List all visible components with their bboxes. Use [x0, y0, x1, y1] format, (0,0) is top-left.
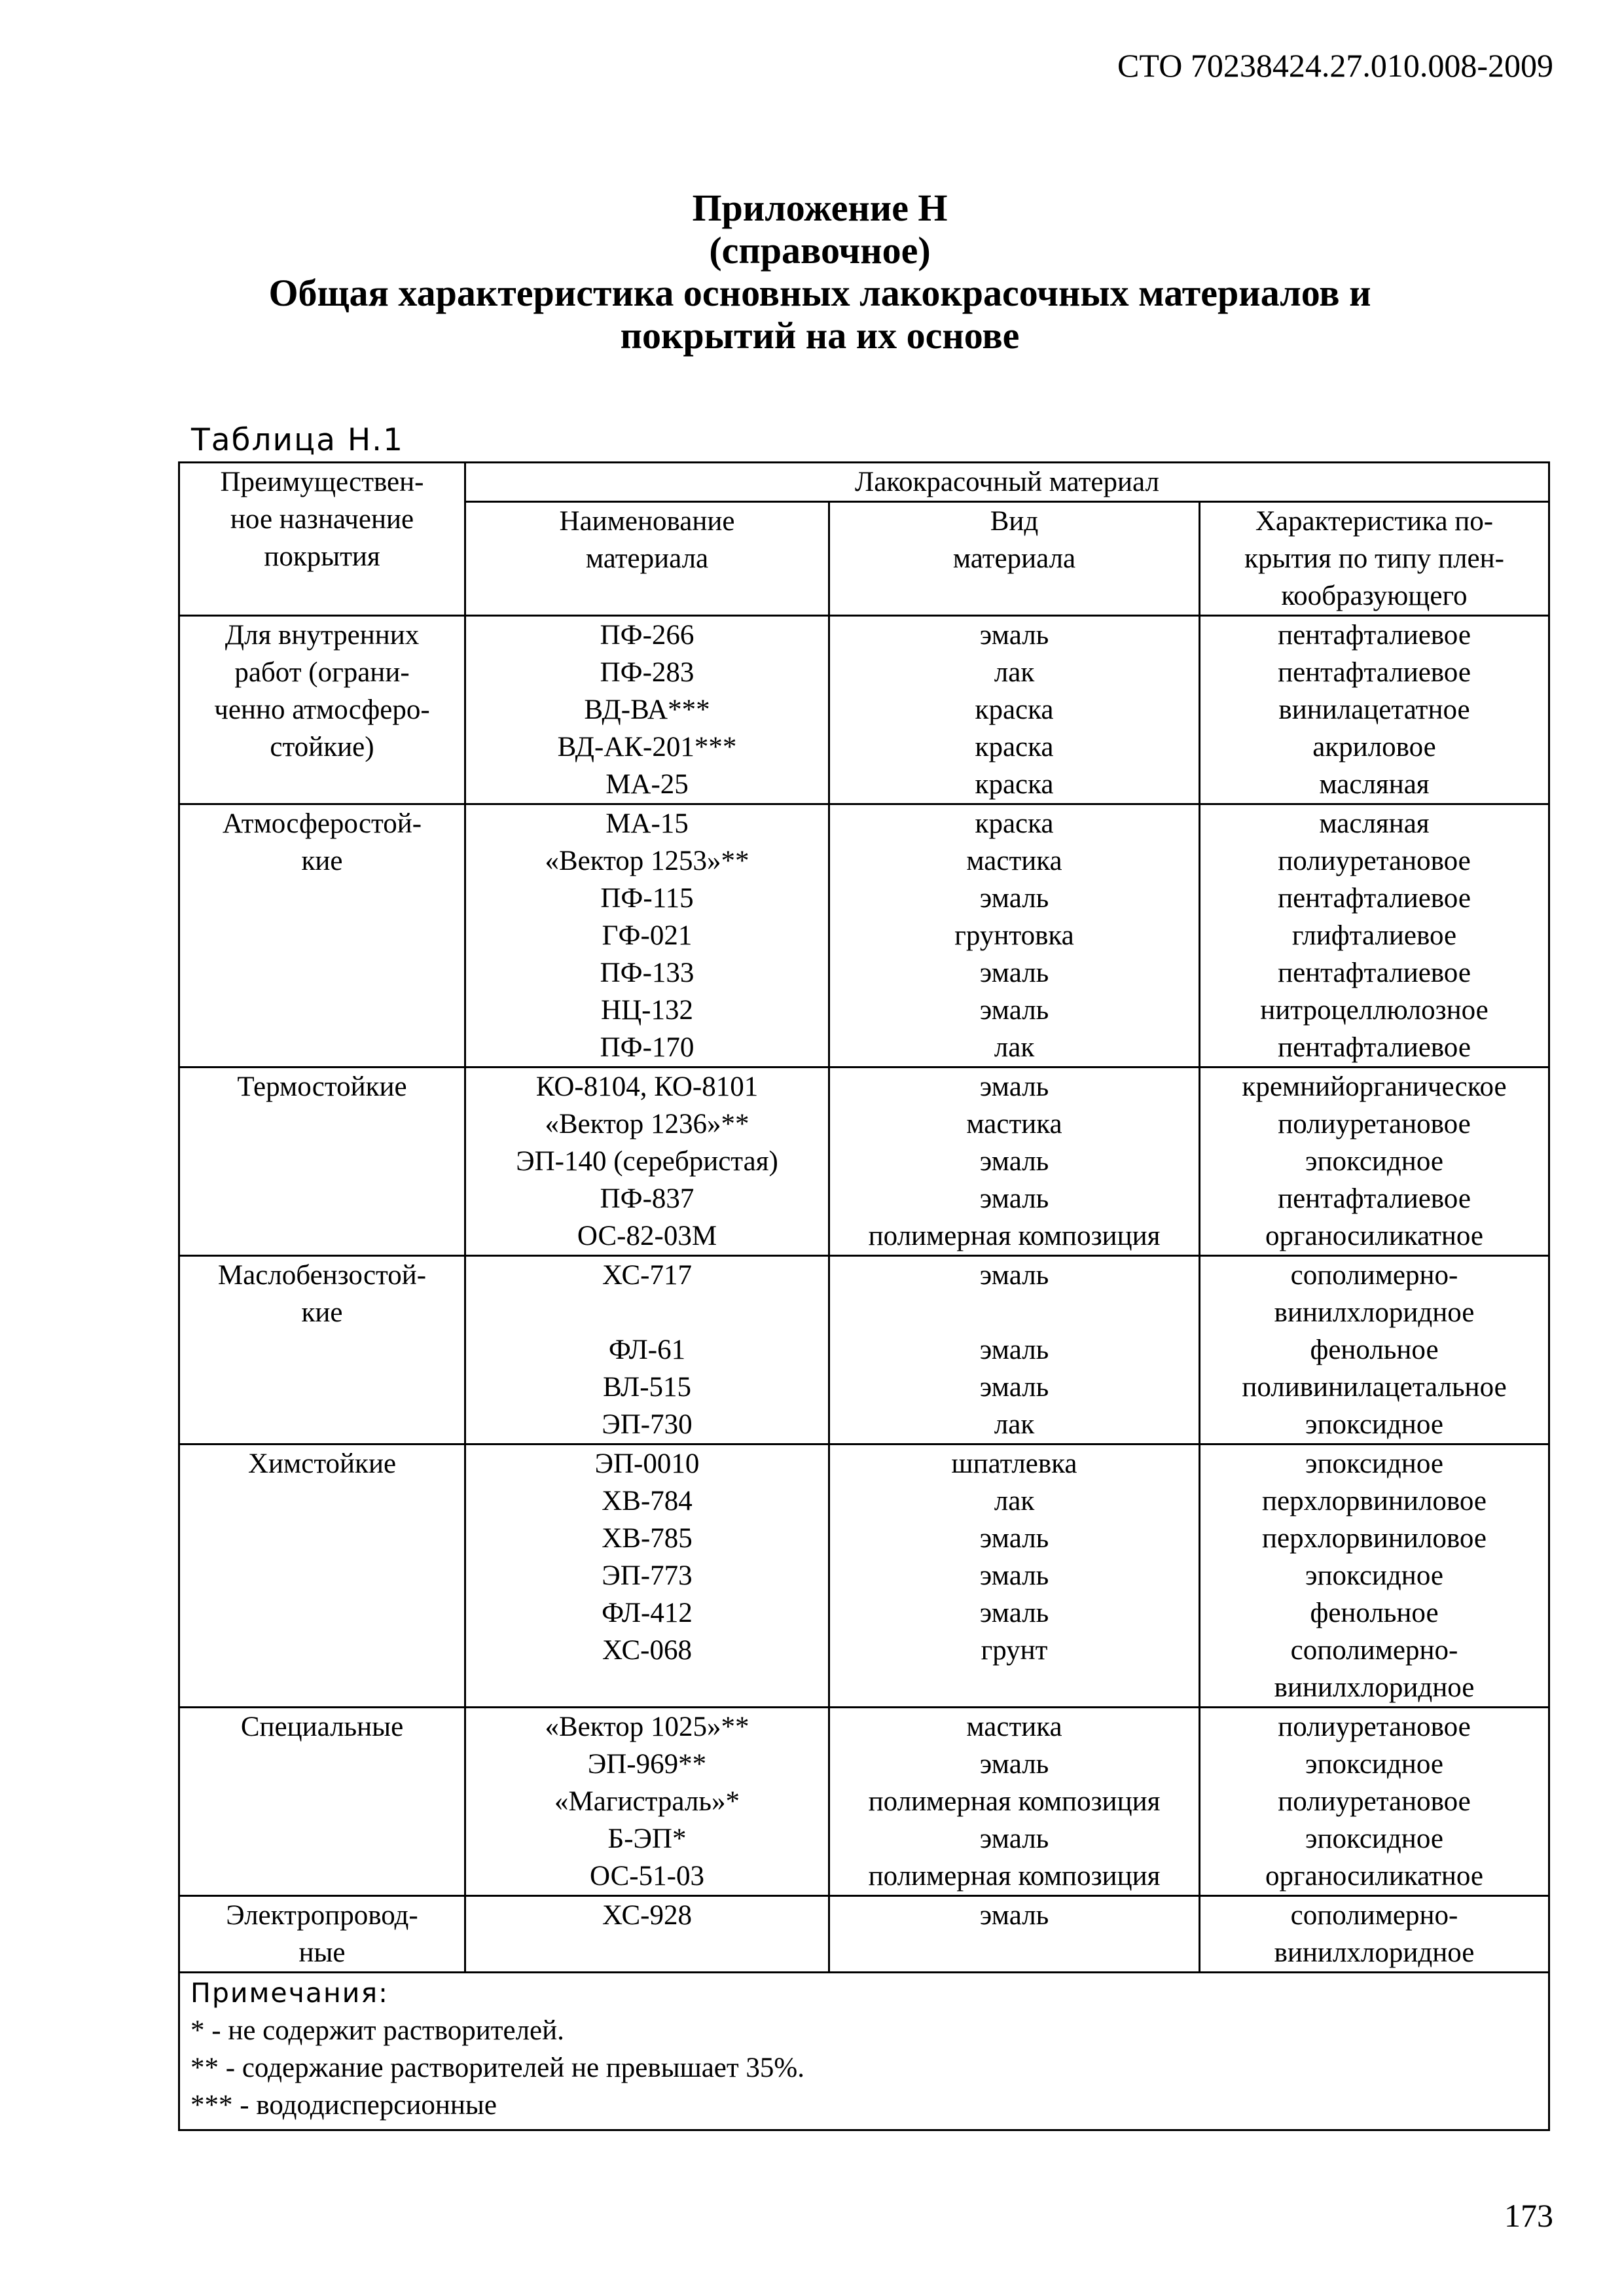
group-material-names-line: ФЛ-61	[608, 1335, 686, 1365]
group-material-names-line: ХС-717	[602, 1260, 692, 1291]
group-purpose-line: работ (ограни-	[234, 657, 410, 688]
group-material-kinds-line	[834, 1294, 1195, 1331]
group-material-kinds-line: мастика	[966, 846, 1062, 876]
group-material-kinds	[829, 616, 1200, 804]
group-material-names-line: ХВ-784	[602, 1486, 693, 1516]
group-material-names-line: МА-25	[605, 769, 689, 800]
group-material-kinds-line: полимерная композиция	[868, 1221, 1161, 1251]
group-material-kinds	[829, 1896, 1200, 1973]
group-characteristics-line: поливинилацетальное	[1242, 1372, 1507, 1403]
group-material-names	[465, 1067, 829, 1256]
group-material-names-line: Б-ЭП*	[607, 1823, 687, 1854]
group-material-names-line: «Вектор 1236»**	[545, 1109, 749, 1139]
group-purpose-line: Для внутренних	[225, 620, 420, 651]
group-characteristics-line: эпоксидное	[1305, 1146, 1443, 1177]
group-characteristics-line: полиуретановое	[1278, 1712, 1471, 1742]
standard-code: СТО 70238424.27.010.008-2009	[1117, 47, 1553, 84]
header-purpose-line: Преимуществен-	[220, 467, 424, 497]
group-characteristics	[1200, 1708, 1549, 1896]
group-characteristics-line: эпоксидное	[1305, 1409, 1443, 1440]
appendix-subject-line-1: Общая характеристика основных лакокрасочных материалов и	[268, 272, 1371, 314]
group-material-names-line: ПФ-266	[600, 620, 695, 651]
group-material-names-line: ЭП-0010	[594, 1448, 700, 1479]
group-characteristics-line: акриловое	[1312, 732, 1436, 762]
table-row	[179, 804, 1549, 1067]
group-material-kinds-line: эмаль	[979, 1372, 1049, 1403]
group-material-kinds	[829, 1708, 1200, 1896]
group-material-kinds-line	[834, 1669, 1195, 1706]
header-material-group-label: Лакокрасочный материал	[855, 467, 1159, 497]
group-material-names-line: «Вектор 1025»**	[545, 1712, 749, 1742]
group-material-names-line: ГФ-021	[602, 920, 693, 951]
group-characteristics-line: эпоксидное	[1305, 1560, 1443, 1591]
group-material-names-line: ПФ-133	[600, 958, 695, 988]
table-caption: Таблица Н.1	[191, 422, 404, 458]
group-material-kinds-line: мастика	[966, 1712, 1062, 1742]
group-material-names-line: ЭП-140 (серебристая)	[516, 1146, 778, 1177]
group-material-names-line: ХС-928	[602, 1900, 692, 1931]
group-purpose	[179, 1067, 465, 1256]
group-material-kinds-line: эмаль	[979, 883, 1049, 914]
group-material-kinds-line: краска	[975, 769, 1054, 800]
group-material-kinds	[829, 1444, 1200, 1708]
table-notes-row	[179, 1973, 1549, 2130]
group-material-kinds-line: эмаль	[979, 1523, 1049, 1554]
group-characteristics-line: эпоксидное	[1305, 1823, 1443, 1854]
group-characteristics-line: масляная	[1319, 769, 1430, 800]
group-characteristics-line: пентафталиевое	[1278, 958, 1471, 988]
table-row	[179, 1896, 1549, 1973]
note-item: ** - содержание растворителей не превышает 35%.	[190, 2053, 804, 2083]
group-material-kinds-line: лак	[994, 657, 1035, 688]
table-row	[179, 1444, 1549, 1708]
group-material-kinds-line: лак	[994, 1032, 1035, 1063]
group-material-names-line: ЭП-969**	[587, 1749, 707, 1780]
header-purpose-line: покрытия	[264, 541, 380, 572]
group-material-kinds-line: грунт	[981, 1635, 1048, 1666]
group-characteristics-line: винилхлоридное	[1274, 1297, 1475, 1328]
group-material-kinds-line: эмаль	[979, 1146, 1049, 1177]
group-material-kinds-line: эмаль	[979, 1183, 1049, 1214]
group-material-kinds-line: краска	[975, 694, 1054, 725]
table-row	[179, 1256, 1549, 1444]
group-purpose	[179, 1708, 465, 1896]
group-material-kinds-line: эмаль	[979, 1900, 1049, 1931]
group-characteristics-line: полиуретановое	[1278, 1786, 1471, 1817]
group-material-kinds-line: эмаль	[979, 995, 1049, 1026]
group-material-kinds-line: краска	[975, 808, 1054, 839]
group-purpose	[179, 616, 465, 804]
appendix-type: (справочное)	[709, 229, 931, 272]
group-characteristics-line: перхлорвиниловое	[1262, 1486, 1487, 1516]
group-purpose-line: Специальные	[240, 1712, 404, 1742]
group-material-names-line: ОС-51-03	[590, 1861, 704, 1892]
group-purpose-line: Термостойкие	[237, 1071, 407, 1102]
materials-table-wrapper	[178, 461, 1548, 2131]
group-characteristics-line: глифталиевое	[1291, 920, 1457, 951]
group-material-names-line: МА-15	[605, 808, 689, 839]
group-material-kinds-line: эмаль	[979, 1071, 1049, 1102]
header-purpose-line: ное назначение	[230, 504, 414, 535]
group-characteristics	[1200, 1067, 1549, 1256]
group-material-names-line: НЦ-132	[601, 995, 693, 1026]
materials-table	[178, 461, 1550, 2131]
group-characteristics-line: фенольное	[1310, 1335, 1439, 1365]
group-characteristics-line: эпоксидное	[1305, 1749, 1443, 1780]
group-material-names-line	[470, 1934, 824, 1971]
group-material-kinds-line: лак	[994, 1486, 1035, 1516]
group-material-names-line: ХВ-785	[602, 1523, 693, 1554]
group-material-names	[465, 1896, 829, 1973]
table-row	[179, 1067, 1549, 1256]
appendix-title: Приложение Н	[692, 187, 948, 229]
group-material-names-line: «Магистраль»*	[554, 1786, 740, 1817]
header-name-line: материала	[585, 543, 709, 574]
group-characteristics-line: полиуретановое	[1278, 1109, 1471, 1139]
group-material-names	[465, 1708, 829, 1896]
group-material-names-line: ЭП-730	[602, 1409, 693, 1440]
group-material-kinds	[829, 1256, 1200, 1444]
group-characteristics-line: фенольное	[1310, 1598, 1439, 1628]
header-kind-line: Вид	[990, 506, 1039, 537]
group-characteristics	[1200, 616, 1549, 804]
group-characteristics-line: сополимерно-	[1290, 1635, 1458, 1666]
group-purpose-line: Электропровод-	[226, 1900, 418, 1931]
header-material-group	[465, 463, 1549, 502]
header-characteristic-line: Характеристика по-	[1255, 506, 1494, 537]
group-material-kinds-line: шпатлевка	[951, 1448, 1077, 1479]
table-row	[179, 616, 1549, 804]
group-material-names-line: ФЛ-412	[602, 1598, 693, 1628]
group-material-names-line: ПФ-115	[600, 883, 694, 914]
group-material-kinds	[829, 1067, 1200, 1256]
group-material-kinds-line: эмаль	[979, 1560, 1049, 1591]
header-kind-line: материала	[952, 543, 1076, 574]
group-characteristics	[1200, 1444, 1549, 1708]
group-material-kinds-line: эмаль	[979, 1598, 1049, 1628]
group-characteristics	[1200, 804, 1549, 1067]
group-characteristics-line: пентафталиевое	[1278, 883, 1471, 914]
group-purpose-line: Маслобензостой-	[217, 1260, 427, 1291]
group-material-names	[465, 804, 829, 1067]
note-item: * - не содержит растворителей.	[190, 2015, 564, 2046]
group-characteristics-line: эпоксидное	[1305, 1448, 1443, 1479]
group-material-names-line: ВД-АК-201***	[557, 732, 737, 762]
group-material-names-line: КО-8104, КО-8101	[535, 1071, 759, 1102]
header-coating-characteristic	[1200, 502, 1549, 616]
group-material-names-line: ВЛ-515	[602, 1372, 692, 1403]
group-material-names-line: «Вектор 1253»**	[545, 846, 749, 876]
group-material-names-line: ОС-82-03М	[577, 1221, 717, 1251]
group-purpose-line: ченно атмосферо-	[214, 694, 430, 725]
group-purpose-line: Атмосферостой-	[222, 808, 422, 839]
group-characteristics-line: перхлорвиниловое	[1262, 1523, 1487, 1554]
group-characteristics-line: винилхлоридное	[1274, 1937, 1475, 1968]
group-characteristics-line: кремнийорганическое	[1242, 1071, 1507, 1102]
group-purpose-line: стойкие)	[270, 732, 374, 762]
table-notes	[179, 1973, 1549, 2130]
table-row	[179, 1708, 1549, 1896]
group-material-kinds-line: грунтовка	[954, 920, 1074, 951]
group-characteristics-line: органосиликатное	[1265, 1861, 1483, 1892]
group-material-names	[465, 616, 829, 804]
group-material-names-line: ПФ-283	[600, 657, 695, 688]
group-material-names-line: ХС-068	[602, 1635, 692, 1666]
group-material-names-line	[470, 1294, 824, 1331]
group-material-names-line: ЭП-773	[602, 1560, 693, 1591]
group-material-kinds-line: эмаль	[979, 958, 1049, 988]
group-characteristics	[1200, 1256, 1549, 1444]
group-material-kinds-line: краска	[975, 732, 1054, 762]
group-material-names-line: ВД-ВА***	[584, 694, 710, 725]
group-purpose-line: кие	[301, 1297, 343, 1328]
group-purpose	[179, 1896, 465, 1973]
group-material-kinds-line	[834, 1934, 1195, 1971]
appendix-heading	[187, 187, 1453, 357]
group-characteristics-line: пентафталиевое	[1278, 1032, 1471, 1063]
group-characteristics-line: пентафталиевое	[1278, 1183, 1471, 1214]
group-material-names-line	[470, 1669, 824, 1706]
group-characteristics-line: винилхлоридное	[1274, 1672, 1475, 1703]
header-material-kind	[829, 502, 1200, 616]
header-name-line: Наименование	[559, 506, 735, 537]
group-characteristics-line: органосиликатное	[1265, 1221, 1483, 1251]
group-characteristics-line: сополимерно-	[1290, 1900, 1458, 1931]
note-item: *** - вододисперсионные	[190, 2090, 497, 2121]
group-material-kinds-line: полимерная композиция	[868, 1786, 1161, 1817]
group-material-kinds-line: полимерная композиция	[868, 1861, 1161, 1892]
group-material-names	[465, 1256, 829, 1444]
group-material-kinds-line: эмаль	[979, 1335, 1049, 1365]
group-characteristics-line: полиуретановое	[1278, 846, 1471, 876]
group-characteristics-line: нитроцеллюлозное	[1260, 995, 1489, 1026]
group-characteristics-line: пентафталиевое	[1278, 620, 1471, 651]
group-material-names-line: ПФ-170	[600, 1032, 695, 1063]
group-purpose	[179, 1444, 465, 1708]
page-number: 173	[1504, 2197, 1553, 2234]
group-material-kinds-line: мастика	[966, 1109, 1062, 1139]
group-characteristics-line: винилацетатное	[1278, 694, 1470, 725]
group-material-names	[465, 1444, 829, 1708]
group-material-kinds-line: эмаль	[979, 620, 1049, 651]
header-purpose	[179, 463, 465, 616]
appendix-subject-line-2: покрытий на их основе	[620, 314, 1020, 357]
group-purpose	[179, 1256, 465, 1444]
group-material-kinds-line: лак	[994, 1409, 1035, 1440]
group-purpose-line: ные	[298, 1937, 346, 1968]
group-characteristics-line: масляная	[1319, 808, 1430, 839]
group-characteristics-line: сополимерно-	[1290, 1260, 1458, 1291]
group-material-names-line: ПФ-837	[600, 1183, 695, 1214]
group-purpose	[179, 804, 465, 1067]
header-material-name	[465, 502, 829, 616]
group-characteristics-line: пентафталиевое	[1278, 657, 1471, 688]
group-purpose-line: кие	[301, 846, 343, 876]
group-material-kinds-line: эмаль	[979, 1260, 1049, 1291]
group-material-kinds-line: эмаль	[979, 1823, 1049, 1854]
group-characteristics	[1200, 1896, 1549, 1973]
group-material-kinds	[829, 804, 1200, 1067]
group-purpose-line: Химстойкие	[247, 1448, 397, 1479]
group-material-kinds-line: эмаль	[979, 1749, 1049, 1780]
table-header-row-1	[179, 463, 1549, 502]
notes-title: Примечания:	[190, 1977, 389, 2009]
header-characteristic-line: кообразующего	[1281, 581, 1468, 611]
header-characteristic-line: крытия по типу плен-	[1244, 543, 1504, 574]
